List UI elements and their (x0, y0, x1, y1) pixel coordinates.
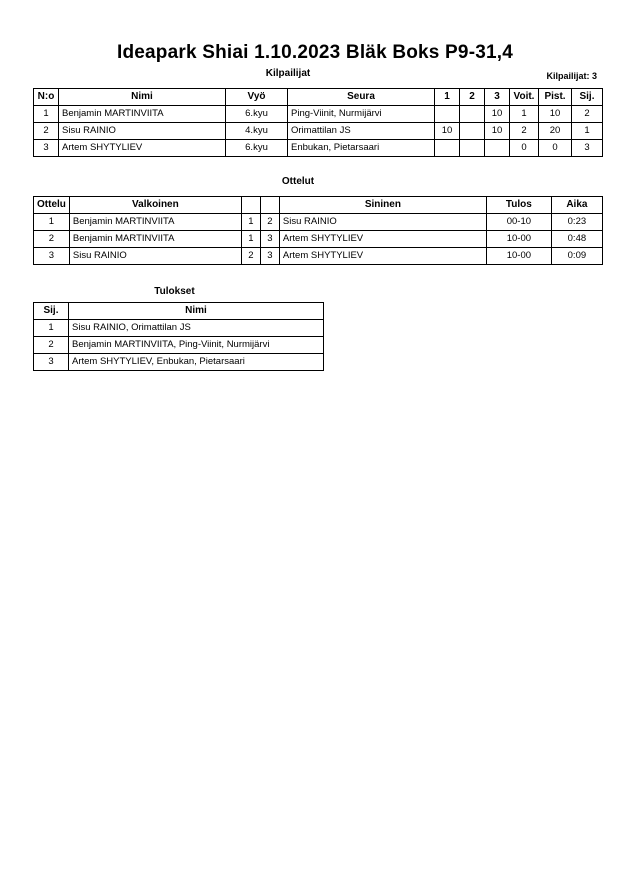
cell-points: 0 (539, 140, 572, 157)
cell-result: 00-10 (486, 214, 551, 231)
column-header-white: Valkoinen (69, 197, 241, 214)
cell-match3: 10 (485, 106, 510, 123)
column-header-result: Tulos (486, 197, 551, 214)
cell-no: 2 (34, 123, 59, 140)
cell-white: Benjamin MARTINVIITA (69, 214, 241, 231)
cell-club: Ping-Viinit, Nurmijärvi (288, 106, 435, 123)
table-row (34, 214, 603, 231)
cell-result: 10-00 (486, 231, 551, 248)
column-header-name: Nimi (69, 303, 324, 320)
cell-white: Benjamin MARTINVIITA (69, 231, 241, 248)
cell-rank: 1 (572, 123, 603, 140)
cell-match1: 10 (435, 123, 460, 140)
cell-blue-no: 3 (260, 248, 279, 265)
cell-white-no: 1 (241, 231, 260, 248)
cell-wins: 1 (510, 106, 539, 123)
cell-match-no: 3 (34, 248, 70, 265)
cell-rank: 3 (572, 140, 603, 157)
cell-points: 10 (539, 106, 572, 123)
cell-club: Orimattilan JS (288, 123, 435, 140)
results-section-label: Tulokset (154, 286, 195, 297)
table-row (34, 106, 603, 123)
cell-club: Enbukan, Pietarsaari (288, 140, 435, 157)
cell-blue: Sisu RAINIO (279, 214, 486, 231)
column-header-no: N:o (34, 89, 59, 106)
cell-name: Artem SHYTYLIEV, Enbukan, Pietarsaari (69, 354, 324, 371)
cell-white: Sisu RAINIO (69, 248, 241, 265)
cell-rank: 2 (34, 337, 69, 354)
cell-time: 0:09 (551, 248, 602, 265)
cell-match1 (435, 140, 460, 157)
table-header-row (34, 303, 324, 320)
table-row (34, 354, 324, 371)
cell-belt: 6.kyu (226, 106, 288, 123)
table-header-row (34, 197, 603, 214)
table-row (34, 140, 603, 157)
cell-no: 3 (34, 140, 59, 157)
matches-table (33, 196, 603, 265)
table-row (34, 337, 324, 354)
page-title: Ideapark Shiai 1.10.2023 Bläk Boks P9-31,4 (116, 42, 514, 63)
cell-match2 (460, 106, 485, 123)
cell-points: 20 (539, 123, 572, 140)
cell-time: 0:23 (551, 214, 602, 231)
cell-blue: Artem SHYTYLIEV (279, 231, 486, 248)
table-row (34, 231, 603, 248)
cell-blue-no: 2 (260, 214, 279, 231)
table-header-row (34, 89, 603, 106)
cell-match2 (460, 123, 485, 140)
cell-wins: 2 (510, 123, 539, 140)
cell-belt: 6.kyu (226, 140, 288, 157)
cell-no: 1 (34, 106, 59, 123)
cell-match-no: 1 (34, 214, 70, 231)
table-row (34, 248, 603, 265)
cell-match1 (435, 106, 460, 123)
table-row (34, 320, 324, 337)
cell-blue: Artem SHYTYLIEV (279, 248, 486, 265)
column-header-time: Aika (551, 197, 602, 214)
cell-match-no: 2 (34, 231, 70, 248)
cell-name: Benjamin MARTINVIITA, Ping-Viinit, Nurmijärvi (69, 337, 324, 354)
matches-section-label: Ottelut (281, 176, 315, 187)
column-header-match3: 3 (485, 89, 510, 106)
cell-name: Sisu RAINIO, Orimattilan JS (69, 320, 324, 337)
results-table (33, 302, 324, 371)
cell-time: 0:48 (551, 231, 602, 248)
column-header-blue: Sininen (279, 197, 486, 214)
cell-rank: 1 (34, 320, 69, 337)
table-row (34, 123, 603, 140)
column-header-points: Pist. (539, 89, 572, 106)
column-header-belt: Vyö (226, 89, 288, 106)
cell-result: 10-00 (486, 248, 551, 265)
competitors-table (33, 88, 603, 157)
cell-name: Benjamin MARTINVIITA (59, 106, 226, 123)
cell-white-no: 1 (241, 214, 260, 231)
column-header-rank: Sij. (34, 303, 69, 320)
column-header-wins: Voit. (510, 89, 539, 106)
cell-blue-no: 3 (260, 231, 279, 248)
cell-belt: 4.kyu (226, 123, 288, 140)
cell-wins: 0 (510, 140, 539, 157)
column-header-name: Nimi (59, 89, 226, 106)
column-header-blue-no (260, 197, 279, 214)
column-header-match1: 1 (435, 89, 460, 106)
cell-rank: 3 (34, 354, 69, 371)
cell-match3 (485, 140, 510, 157)
cell-name: Artem SHYTYLIEV (59, 140, 226, 157)
cell-white-no: 2 (241, 248, 260, 265)
competitors-count: Kilpailijat: 3 (546, 71, 597, 81)
column-header-match2: 2 (460, 89, 485, 106)
column-header-club: Seura (288, 89, 435, 106)
column-header-match-no: Ottelu (34, 197, 70, 214)
column-header-rank: Sij. (572, 89, 603, 106)
cell-match3: 10 (485, 123, 510, 140)
cell-rank: 2 (572, 106, 603, 123)
cell-match2 (460, 140, 485, 157)
column-header-white-no (241, 197, 260, 214)
competitors-section-label: Kilpailijat (265, 68, 311, 79)
cell-name: Sisu RAINIO (59, 123, 226, 140)
